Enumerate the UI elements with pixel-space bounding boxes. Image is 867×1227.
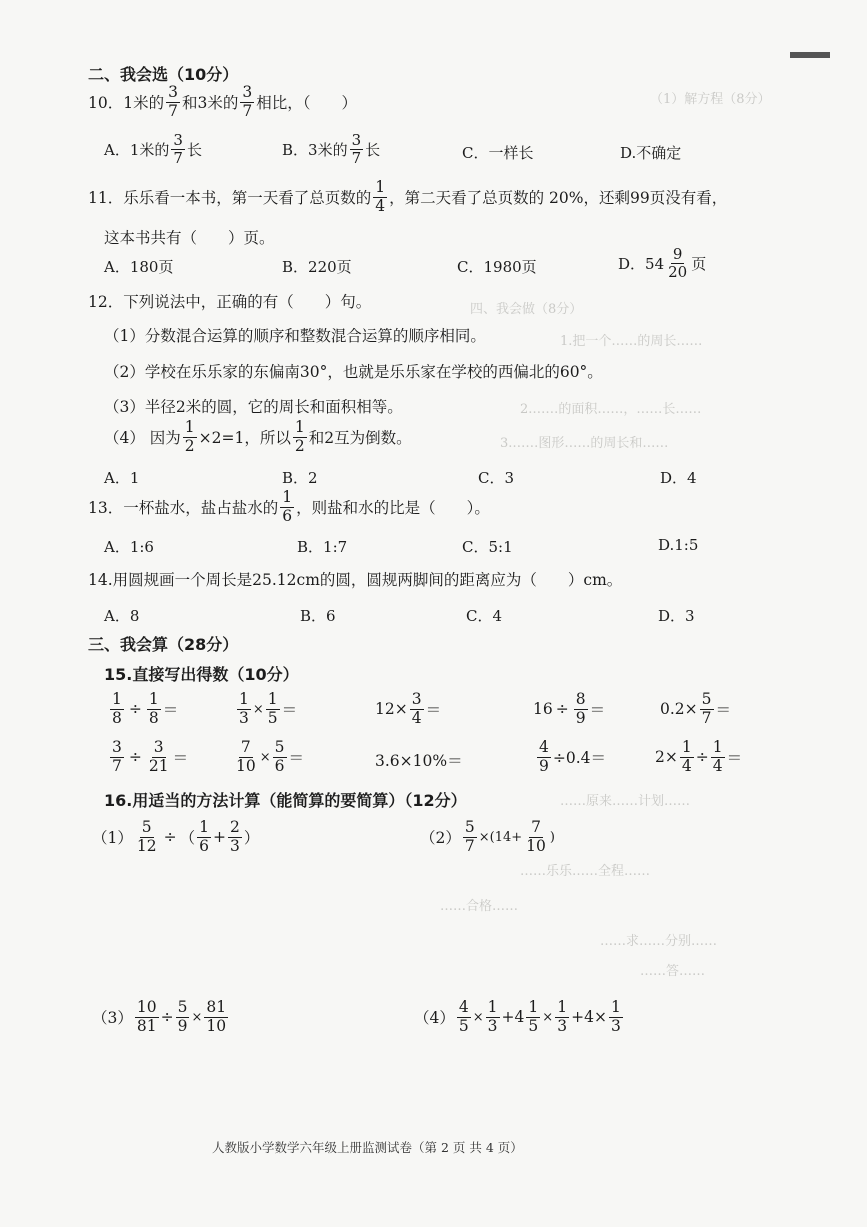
bleed-text: ……乐乐……全程…… (520, 864, 651, 879)
calc-item: $\frac{4}{9}$ ÷0.4＝ (539, 738, 607, 775)
bleed-text: （1）解方程（8分） (650, 92, 771, 107)
q13-option-b: B．1:7 (297, 538, 348, 556)
calc-item: $\frac{7}{10}$ × $\frac{5}{6}$ ＝ (236, 738, 305, 775)
q11-option-c: C．1980页 (457, 258, 537, 276)
q10-option-a: A．1米的 $\frac{3}{7}$ 长 (104, 131, 202, 167)
bleed-text: ……求……分别…… (600, 934, 718, 949)
question-11: 11．乐乐看一本书，第一天看了总页数的 $\frac{1}{4}$ ，第二天看了总页数的 20%，还剩99页没有看， (88, 178, 728, 215)
q12-option-d: D．4 (660, 469, 697, 487)
q11-option-d: D．54 $\frac{9}{20}$ 页 (618, 245, 707, 281)
statement-3: （3）半径2米的圆，它的周长和面积相等。 (104, 398, 403, 416)
q13-option-d: D.1:5 (658, 536, 699, 554)
q10-option-b: B．3米的 $\frac{3}{7}$ 长 (282, 131, 381, 167)
q13-option-c: C．5:1 (462, 538, 513, 556)
bleed-text: 1.把一个……的周长…… (560, 334, 703, 349)
q14-option-c: C．4 (466, 607, 503, 625)
calc-16-2: （2） $\frac{5}{7}$ × (14+ $\frac{7}{10}$ ) (420, 818, 555, 855)
question-14: 14.用圆规画一个周长是25.12cm的圆，圆规两脚间的距离应为（ ）cm。 (88, 571, 623, 589)
section-3-title: 三、我会算（28分） (88, 635, 239, 654)
fraction: $\frac{3}{7}$ (242, 83, 253, 120)
question-13: 13．一杯盐水，盐占盐水的 $\frac{1}{6}$ ，则盐和水的比是（ ）。 (88, 488, 490, 525)
q12-option-a: A．1 (104, 469, 140, 487)
section-2-title: 二、我会选（10分） (88, 65, 239, 84)
calc-item: 2 × $\frac{1}{4}$ ÷ $\frac{1}{4}$ ＝ (655, 738, 743, 775)
q12-option-c: C．3 (478, 469, 515, 487)
q12-option-b: B．2 (282, 469, 318, 487)
calc-item: 16 ÷ $\frac{8}{9}$ ＝ (533, 690, 606, 727)
question-11-line2: 这本书共有（ ）页。 (104, 229, 275, 247)
statement-4: （4） 因为 $\frac{1}{2}$ ×2=1，所以 $\frac{1}{2}$ 和2互为倒数。 (104, 418, 412, 455)
q10-option-c: C．一样长 (462, 144, 534, 162)
question-12: 12．下列说法中，正确的有（ ）句。 (88, 293, 372, 311)
calc-item: $\frac{3}{7}$ ÷ $\frac{3}{21}$ ＝ (112, 738, 189, 775)
page-footer: 人教版小学数学六年级上册监测试卷（第 2 页 共 4 页） (212, 1140, 523, 1155)
calc-item: $\frac{1}{3}$ × $\frac{1}{5}$ ＝ (239, 690, 298, 727)
bleed-text: 2.……的面积……，……长…… (520, 402, 702, 417)
calc-16-3: （3） $\frac{10}{81}$ ÷ $\frac{5}{9}$ × $\frac{81}{10}$ (92, 998, 227, 1035)
statement-1: （1）分数混合运算的顺序和整数混合运算的顺序相同。 (104, 327, 486, 345)
q13-option-a: A．1:6 (104, 538, 154, 556)
question-16-title: 16.用适当的方法计算（能简算的要简算）（12分） (104, 791, 467, 810)
bleed-text: ……合格…… (440, 899, 519, 914)
statement-2: （2）学校在乐乐家的东偏南30°，也就是乐乐家在学校的西偏北的60°。 (104, 363, 603, 381)
bleed-text: 四、我会做（8分） (470, 302, 583, 317)
q14-option-a: A．8 (104, 607, 140, 625)
calc-item: 0.2 × $\frac{5}{7}$ ＝ (660, 690, 732, 727)
q10-option-d: D.不确定 (620, 144, 682, 162)
bleed-text: 3.……图形……的周长和…… (500, 436, 669, 451)
q11-option-b: B．220页 (282, 258, 352, 276)
bleed-text: ……答…… (640, 964, 706, 979)
bleed-text: ……原来……计划…… (560, 794, 691, 809)
calc-item: 3.6×10%＝ (375, 752, 463, 770)
fraction: $\frac{3}{7}$ (168, 83, 178, 120)
calc-item: $\frac{1}{8}$ ÷ $\frac{1}{8}$ ＝ (112, 690, 179, 727)
calc-16-1: （1） $\frac{5}{12}$ ÷ （ $\frac{1}{6}$ + $\frac{2}{3}$ ） (92, 818, 260, 855)
q14-option-b: B．6 (300, 607, 336, 625)
question-10: 10．1米的 $\frac{3}{7}$ 和3米的 $\frac{3}{7}$ 相比，（ ） (88, 83, 357, 120)
calc-item: 12 × $\frac{3}{4}$ ＝ (375, 690, 442, 727)
q11-option-a: A．180页 (104, 258, 174, 276)
q14-option-d: D．3 (658, 607, 695, 625)
page-corner-mark (790, 52, 830, 58)
question-15-title: 15.直接写出得数（10分） (104, 665, 299, 684)
calc-16-4: （4） $\frac{4}{5}$ × $\frac{1}{3}$ + 4 $\frac{1}{5}$ × $\frac{1}{3}$ + 4 × $\frac{1}{3}$ (414, 998, 621, 1035)
